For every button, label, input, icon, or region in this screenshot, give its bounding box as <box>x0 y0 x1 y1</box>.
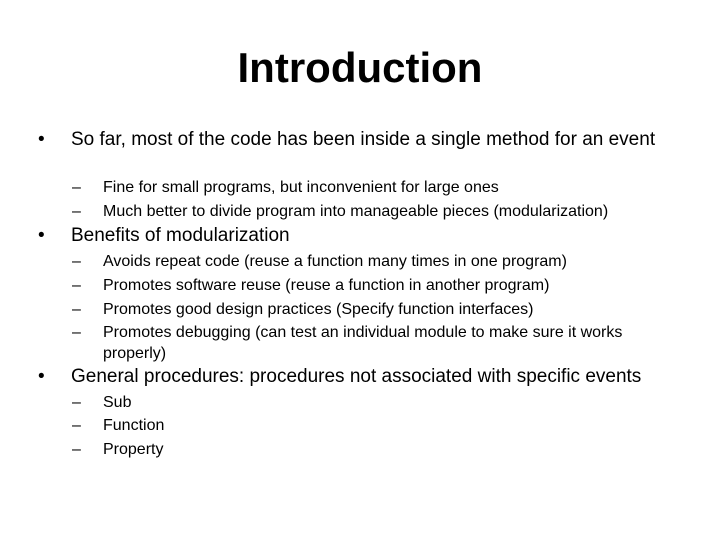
dash-icon: – <box>72 441 81 458</box>
sub-bullet-text: Property <box>103 441 164 458</box>
sub-bullet <box>72 201 712 222</box>
dash-icon: – <box>72 277 81 294</box>
sub-bullet <box>72 299 672 320</box>
bullet-icon: • <box>38 225 45 246</box>
sub-bullet <box>72 251 672 272</box>
sub-bullet <box>72 322 672 364</box>
bullet-text: General procedures: procedures not associated with specific events <box>71 366 642 387</box>
sub-bullet <box>72 415 372 436</box>
dash-icon: – <box>72 417 81 434</box>
bullet-point <box>38 224 680 248</box>
sub-bullet-text: Avoids repeat code (reuse a function many times in one program) <box>103 253 567 270</box>
sub-bullet-text: Promotes software reuse (reuse a function in another program) <box>103 277 550 294</box>
dash-icon: – <box>72 253 81 270</box>
sub-bullet-text: Promotes debugging (can test an individual module to make sure it works properly) <box>103 324 623 362</box>
sub-bullet <box>72 392 372 413</box>
bullet-text: So far, most of the code has been inside a single method for an event <box>71 129 656 150</box>
sub-bullet <box>72 439 372 460</box>
dash-icon: – <box>72 394 81 411</box>
sub-bullet-text: Fine for small programs, but inconvenient for large ones <box>103 179 499 196</box>
slide-title: Introduction <box>237 44 483 91</box>
dash-icon: – <box>72 179 81 196</box>
sub-bullet <box>72 177 682 198</box>
dash-icon: – <box>72 301 81 318</box>
sub-bullet-text: Function <box>103 417 165 434</box>
sub-bullet-text: Much better to divide program into manageable pieces (modularization) <box>103 203 609 220</box>
bullet-point <box>38 128 680 152</box>
bullet-icon: • <box>38 366 45 387</box>
bullet-point <box>38 365 680 389</box>
sub-bullet-text: Sub <box>103 394 132 411</box>
sub-bullet <box>72 275 672 296</box>
sub-bullet-text: Promotes good design practices (Specify function interfaces) <box>103 301 534 318</box>
bullet-text: Benefits of modularization <box>71 225 290 246</box>
bullet-icon: • <box>38 129 45 150</box>
dash-icon: – <box>72 324 81 341</box>
dash-icon: – <box>72 203 81 220</box>
